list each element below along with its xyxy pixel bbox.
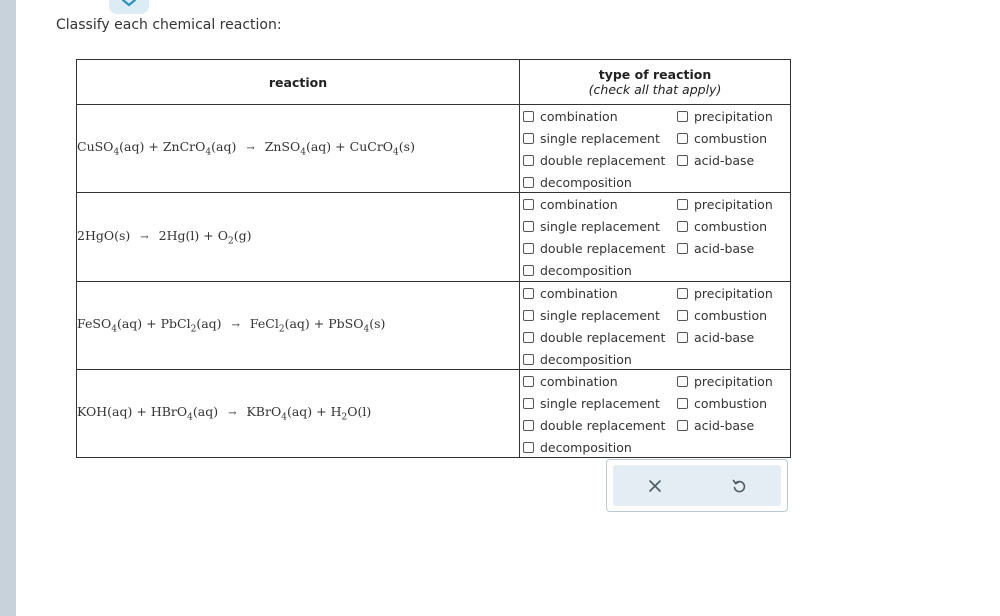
left-panel-strip (0, 0, 16, 616)
table-row (77, 193, 791, 281)
undo-icon (731, 478, 747, 494)
reaction-column-header: reaction (77, 60, 520, 105)
table-header-row (77, 60, 791, 105)
combustion-checkbox[interactable]: combustion (677, 131, 767, 146)
chevron-down-icon (121, 0, 137, 8)
combustion-checkbox[interactable]: combustion (677, 308, 767, 323)
arrow-icon: → (228, 408, 237, 420)
precipitation-checkbox[interactable]: precipitation (677, 197, 773, 212)
acid-base-checkbox[interactable]: acid-base (677, 241, 754, 256)
reaction-type-cell (520, 193, 791, 281)
undo-button[interactable] (697, 465, 781, 506)
reaction-equation: KOH(aq) + HBrO$_4$(aq) → KBrO$_4$(aq) + $H_2O(l)$ (77, 369, 520, 457)
x-icon (648, 479, 662, 493)
decomposition-checkbox[interactable]: decomposition (523, 263, 632, 278)
table-row (77, 369, 791, 457)
precipitation-checkbox[interactable]: precipitation (677, 109, 773, 124)
double-replacement-checkbox[interactable]: double replacement (523, 241, 665, 256)
precipitation-checkbox[interactable]: precipitation (677, 286, 773, 301)
acid-base-checkbox[interactable]: acid-base (677, 153, 754, 168)
single-replacement-checkbox[interactable]: single replacement (523, 131, 660, 146)
table-row (77, 281, 791, 369)
single-replacement-checkbox[interactable]: single replacement (523, 219, 660, 234)
arrow-icon: → (246, 143, 255, 155)
reaction-table (76, 59, 791, 458)
combustion-checkbox[interactable]: combustion (677, 219, 767, 234)
reaction-type-cell (520, 369, 791, 457)
reaction-equation: CuSO$_4$(aq) + ZnCrO$_4$(aq) → ZnSO$_4$(aq) + CuCrO$_4$(s) (77, 105, 520, 193)
acid-base-checkbox[interactable]: acid-base (677, 330, 754, 345)
combination-checkbox[interactable]: combination (523, 197, 618, 212)
question-prompt: Classify each chemical reaction: (56, 17, 282, 33)
double-replacement-checkbox[interactable]: double replacement (523, 153, 665, 168)
type-column-header (520, 60, 791, 105)
combination-checkbox[interactable]: combination (523, 286, 618, 301)
reaction-type-cell (520, 281, 791, 369)
decomposition-checkbox[interactable]: decomposition (523, 175, 632, 190)
single-replacement-checkbox[interactable]: single replacement (523, 396, 660, 411)
collapse-tab[interactable] (109, 0, 149, 14)
reaction-equation: FeSO$_4$(aq) + PbCl$_2$(aq) → FeCl$_2$(aq) + PbSO$_4$(s) (77, 281, 520, 369)
decomposition-checkbox[interactable]: decomposition (523, 352, 632, 367)
combustion-checkbox[interactable]: combustion (677, 396, 767, 411)
precipitation-checkbox[interactable]: precipitation (677, 374, 773, 389)
type-header-subtitle: (check all that apply) (588, 82, 722, 98)
double-replacement-checkbox[interactable]: double replacement (523, 330, 665, 345)
decomposition-checkbox[interactable]: decomposition (523, 440, 632, 455)
single-replacement-checkbox[interactable]: single replacement (523, 308, 660, 323)
table-row (77, 105, 791, 193)
clear-button[interactable] (613, 465, 697, 506)
arrow-icon: → (231, 319, 240, 331)
double-replacement-checkbox[interactable]: double replacement (523, 418, 665, 433)
type-header-title: type of reaction (598, 67, 712, 83)
arrow-icon: → (140, 231, 149, 243)
action-panel (606, 459, 788, 512)
combination-checkbox[interactable]: combination (523, 109, 618, 124)
acid-base-checkbox[interactable]: acid-base (677, 418, 754, 433)
reaction-equation: $2HgO(s) \to 2Hg(l) + O_2(g)$ (77, 193, 520, 281)
reaction-type-cell (520, 105, 791, 193)
action-bar (613, 465, 781, 506)
combination-checkbox[interactable]: combination (523, 374, 618, 389)
